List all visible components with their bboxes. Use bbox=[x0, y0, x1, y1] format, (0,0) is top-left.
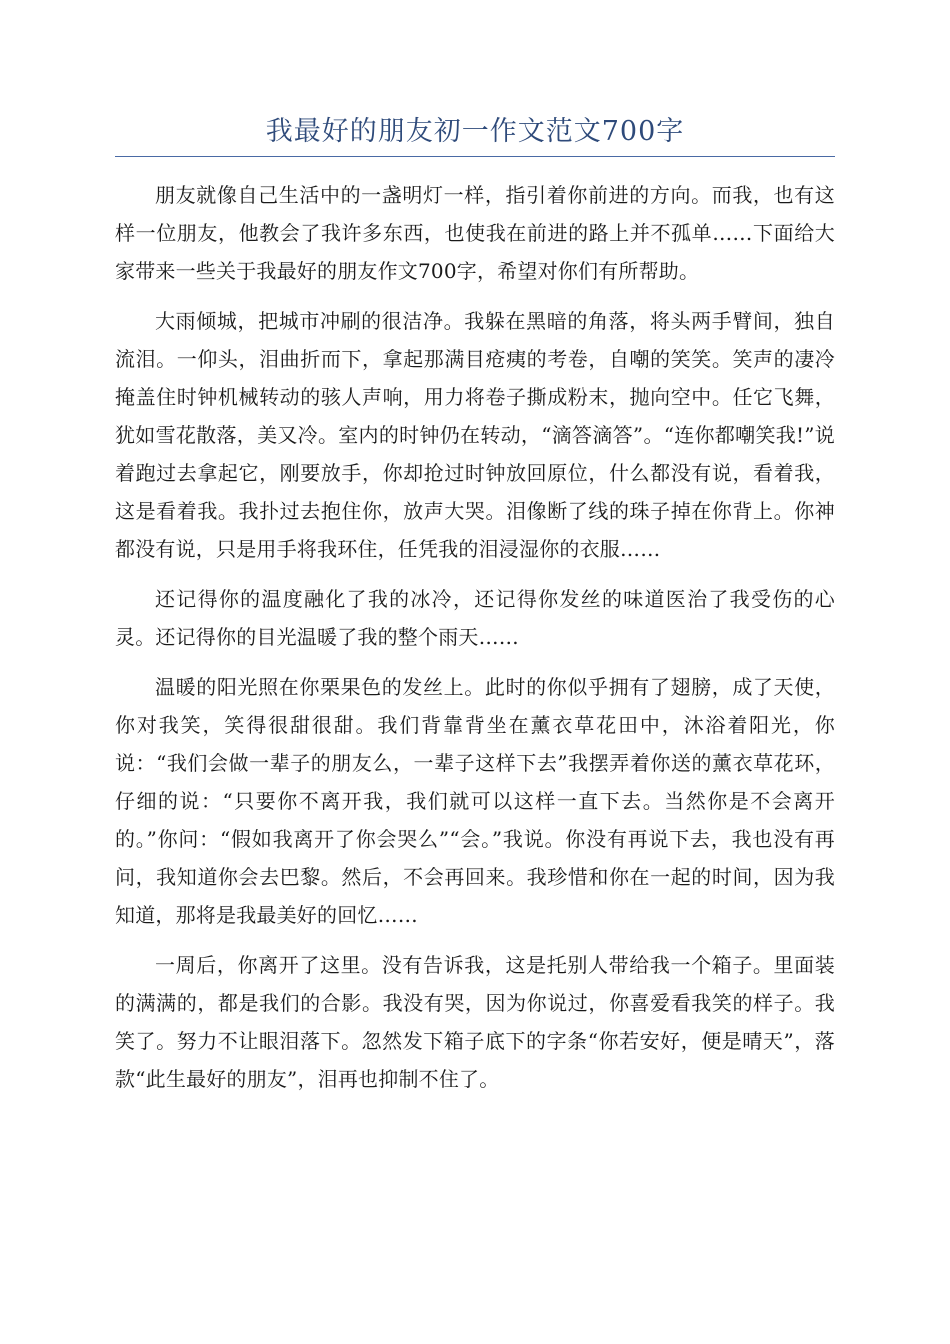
paragraph-farewell: 一周后，你离开了这里。没有告诉我，这是托别人带给我一个箱子。里面装的满满的，都是我们的合影。我没有哭，因为你说过，你喜爱看我笑的样子。我笑了。努力不让眼泪落下。忽然发下箱子底下的字条“你若安好，便是晴天”，落款“此生最好的朋友”，泪再也抑制不住了。 bbox=[115, 953, 835, 1091]
paragraph-lavender: 温暖的阳光照在你栗果色的发丝上。此时的你似乎拥有了翅膀，成了天使，你对我笑，笑得很甜很甜。我们背靠背坐在薰衣草花田中，沐浴着阳光，你说：“我们会做一辈子的朋友么，一辈子这样下去”我摆弄着你送的薰衣草花环，仔细的说：“只要你不离开我，我们就可以这样一直下去。当然你是不会离开的。”你问：“假如我离开了你会哭么”“会。”我说。你没有再说下去，我也没有再问，我知道你会去巴黎。然后，不会再回来。我珍惜和你在一起的时间，因为我知道，那将是我最美好的回忆…… bbox=[115, 675, 835, 927]
title-block bbox=[115, 112, 835, 157]
paragraph-memory: 还记得你的温度融化了我的冰冷，还记得你发丝的味道医治了我受伤的心灵。还记得你的目光温暖了我的整个雨天…… bbox=[115, 587, 835, 649]
title-underline bbox=[115, 156, 835, 157]
document-title: 我最好的朋友初一作文范文700字 bbox=[265, 116, 685, 147]
paragraph-rain: 大雨倾城，把城市冲刷的很洁净。我躲在黑暗的角落，将头两手臂间，独自流泪。一仰头，泪曲折而下，拿起那满目疮痍的考卷，自嘲的笑笑。笑声的凄冷掩盖住时钟机械转动的骇人声响，用力将卷子撕成粉末，抛向空中。任它飞舞，犹如雪花散落，美又冷。室内的时钟仍在转动，“滴答滴答”。“连你都嘲笑我!”说着跑过去拿起它，刚要放手，你却抢过时钟放回原位，什么都没有说，看着我，这是看着我。我扑过去抱住你，放声大哭。泪像断了线的珠子掉在你背上。你神都没有说，只是用手将我环住，任凭我的泪浸湿你的衣服…… bbox=[115, 309, 835, 561]
document-body bbox=[115, 176, 835, 1110]
paragraph-intro: 朋友就像自己生活中的一盏明灯一样，指引着你前进的方向。而我，也有这样一位朋友，他教会了我许多东西，也使我在前进的路上并不孤单……下面给大家带来一些关于我最好的朋友作文700字，希望对你们有所帮助。 bbox=[115, 183, 835, 283]
